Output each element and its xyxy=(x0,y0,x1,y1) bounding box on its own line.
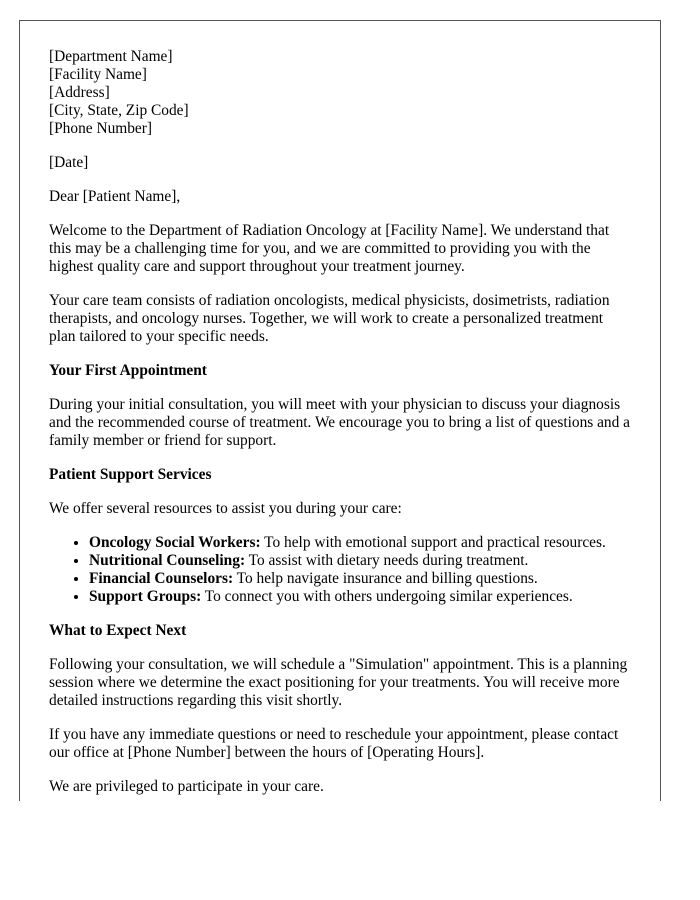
address: [Address] xyxy=(49,84,110,101)
facility-name: [Facility Name] xyxy=(49,66,147,83)
letter-page xyxy=(19,20,661,801)
greeting: Dear [Patient Name], xyxy=(49,188,181,205)
service-desc: To assist with dietary needs during treatment. xyxy=(245,552,529,569)
city-state-zip: [City, State, Zip Code] xyxy=(49,102,189,119)
support-services-intro: We offer several resources to assist you during your care: xyxy=(49,500,402,517)
letter-date: [Date] xyxy=(49,154,89,171)
service-term: Oncology Social Workers: xyxy=(89,534,261,551)
service-term: Nutritional Counseling: xyxy=(89,552,246,569)
service-desc: To help navigate insurance and billing questions. xyxy=(233,570,538,587)
list-item xyxy=(89,570,631,588)
service-desc: To help with emotional support and practical resources. xyxy=(260,534,606,551)
first-appointment-text: During your initial consultation, you will meet with your physician to discuss your diagnosis and the recommended course of treatment. We encourage you to bring a list of questions and a family member or friend for support. xyxy=(49,396,630,449)
service-term: Support Groups: xyxy=(89,588,202,605)
service-desc: To connect you with others undergoing similar experiences. xyxy=(201,588,573,605)
list-item xyxy=(89,588,631,606)
closing-line: We are privileged to participate in your care. xyxy=(49,778,324,795)
intro-paragraph: Welcome to the Department of Radiation Oncology at [Facility Name]. We understand that this may be a challenging time for you, and we are committed to providing you with the highest quality care and support throughout your treatment journey. xyxy=(49,222,610,275)
list-item xyxy=(89,552,631,570)
phone-number: [Phone Number] xyxy=(49,120,153,137)
next-steps-heading: What to Expect Next xyxy=(49,622,187,639)
care-team-paragraph: Your care team consists of radiation oncologists, medical physicists, dosimetrists, radiation therapists, and oncology nurses. Together, we will work to create a personalized treatment plan tailored to your specific needs. xyxy=(49,292,610,345)
list-item xyxy=(89,534,631,552)
next-steps-text: Following your consultation, we will schedule a "Simulation" appointment. This is a planning session where we determine the exact positioning for your treatments. You will receive more detailed instructions regarding this visit shortly. xyxy=(49,656,628,709)
support-services-list xyxy=(49,534,631,606)
department-name: [Department Name] xyxy=(49,48,173,65)
sender-address xyxy=(49,48,631,138)
support-services-heading: Patient Support Services xyxy=(49,466,212,483)
first-appointment-heading: Your First Appointment xyxy=(49,362,207,379)
contact-paragraph: If you have any immediate questions or need to reschedule your appointment, please contact our office at [Phone Number] between the hours of [Operating Hours]. xyxy=(49,726,619,761)
service-term: Financial Counselors: xyxy=(89,570,234,587)
